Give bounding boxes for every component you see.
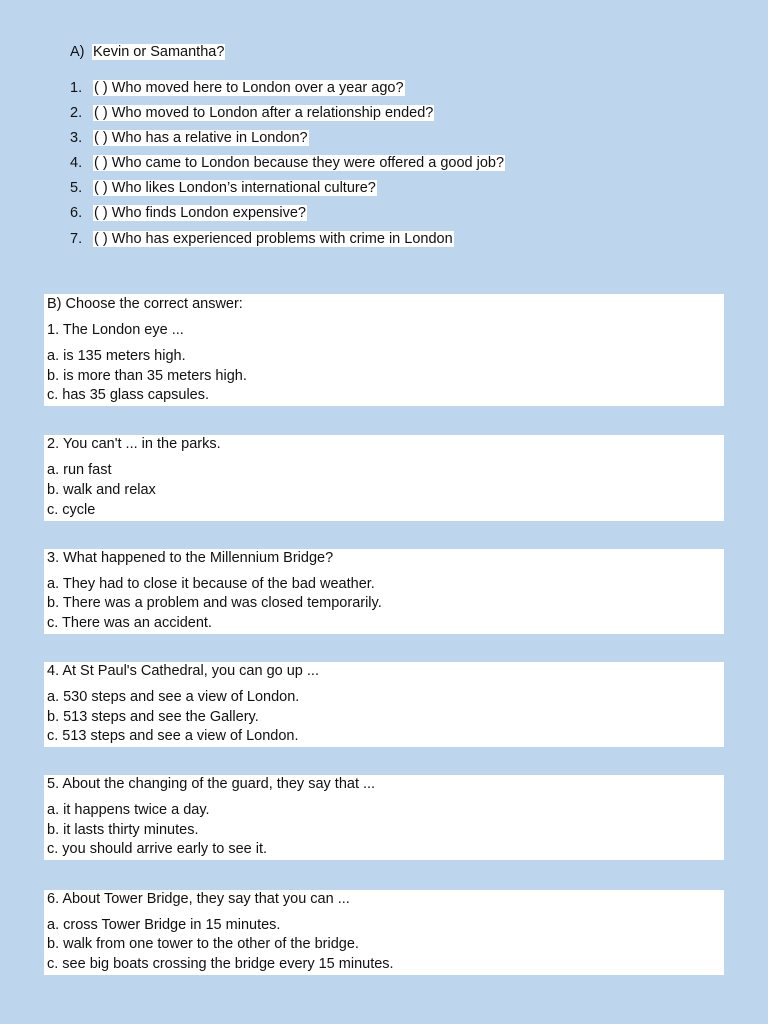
question-text: 3. What happened to the Millennium Bridge?: [47, 550, 334, 566]
matching-item-6: [70, 204, 307, 224]
question-box-4: [44, 662, 724, 747]
answer-option-b[interactable]: b. walk from one tower to the other of the bridge.: [47, 936, 359, 952]
item-text: Who finds London expensive?: [111, 205, 306, 221]
answer-blank[interactable]: ( ): [94, 205, 108, 221]
answer-blank[interactable]: ( ): [94, 80, 108, 96]
item-text: Who moved to London after a relationship ended?: [111, 105, 434, 121]
item-number: 7.: [70, 231, 83, 247]
answer-blank[interactable]: ( ): [94, 180, 108, 196]
item-text: Who has experienced problems with crime in London: [111, 231, 453, 247]
question-text: 6. About Tower Bridge, they say that you can ...: [47, 891, 350, 907]
answer-blank[interactable]: ( ): [94, 155, 108, 171]
answer-blank[interactable]: ( ): [94, 231, 108, 247]
question-text: 4. At St Paul's Cathedral, you can go up ...: [47, 663, 319, 679]
item-number: 1.: [70, 80, 83, 96]
answer-option-c[interactable]: c. There was an accident.: [47, 615, 212, 631]
item-text: Who came to London because they were offered a good job?: [111, 155, 505, 171]
section-a-letter: A): [70, 44, 85, 60]
matching-item-2: [70, 104, 434, 124]
question-text: 1. The London eye ...: [47, 322, 184, 338]
item-text: Who moved here to London over a year ago?: [111, 80, 404, 96]
answer-option-a[interactable]: a. is 135 meters high.: [47, 348, 186, 364]
section-b-title: B) Choose the correct answer:: [47, 296, 243, 312]
section-a-heading: [70, 43, 225, 61]
item-number: 3.: [70, 130, 83, 146]
answer-option-b[interactable]: b. 513 steps and see the Gallery.: [47, 709, 259, 725]
question-box-5: [44, 775, 724, 860]
answer-option-c[interactable]: c. 513 steps and see a view of London.: [47, 728, 299, 744]
answer-option-a[interactable]: a. run fast: [47, 462, 112, 478]
item-text: Who likes London’s international culture?: [111, 180, 376, 196]
item-text: Who has a relative in London?: [111, 130, 308, 146]
question-text: 2. You can't ... in the parks.: [47, 436, 221, 452]
item-number: 2.: [70, 105, 83, 121]
question-text: 5. About the changing of the guard, they say that ...: [47, 776, 376, 792]
answer-option-c[interactable]: c. has 35 glass capsules.: [47, 387, 210, 403]
question-box-6: [44, 890, 724, 975]
answer-option-b[interactable]: b. it lasts thirty minutes.: [47, 822, 199, 838]
answer-option-b[interactable]: b. is more than 35 meters high.: [47, 368, 247, 384]
answer-option-a[interactable]: a. cross Tower Bridge in 15 minutes.: [47, 917, 281, 933]
answer-option-c[interactable]: c. see big boats crossing the bridge every 15 minutes.: [47, 956, 394, 972]
item-number: 5.: [70, 180, 83, 196]
answer-option-b[interactable]: b. There was a problem and was closed temporarily.: [47, 595, 382, 611]
section-a-title: Kevin or Samantha?: [93, 44, 225, 60]
answer-option-a[interactable]: a. it happens twice a day.: [47, 802, 210, 818]
question-box-3: [44, 549, 724, 634]
matching-item-4: [70, 154, 505, 174]
answer-option-c[interactable]: c. you should arrive early to see it.: [47, 841, 268, 857]
answer-option-b[interactable]: b. walk and relax: [47, 482, 156, 498]
question-box-2: [44, 435, 724, 521]
answer-option-a[interactable]: a. They had to close it because of the bad weather.: [47, 576, 375, 592]
answer-option-a[interactable]: a. 530 steps and see a view of London.: [47, 689, 300, 705]
answer-blank[interactable]: ( ): [94, 130, 108, 146]
item-number: 6.: [70, 205, 83, 221]
answer-blank[interactable]: ( ): [94, 105, 108, 121]
item-number: 4.: [70, 155, 83, 171]
matching-item-1: [70, 79, 405, 99]
matching-item-3: [70, 129, 309, 149]
question-box-1: [44, 294, 724, 406]
matching-item-5: [70, 179, 377, 199]
answer-option-c[interactable]: c. cycle: [47, 502, 96, 518]
matching-item-7: [70, 230, 454, 250]
